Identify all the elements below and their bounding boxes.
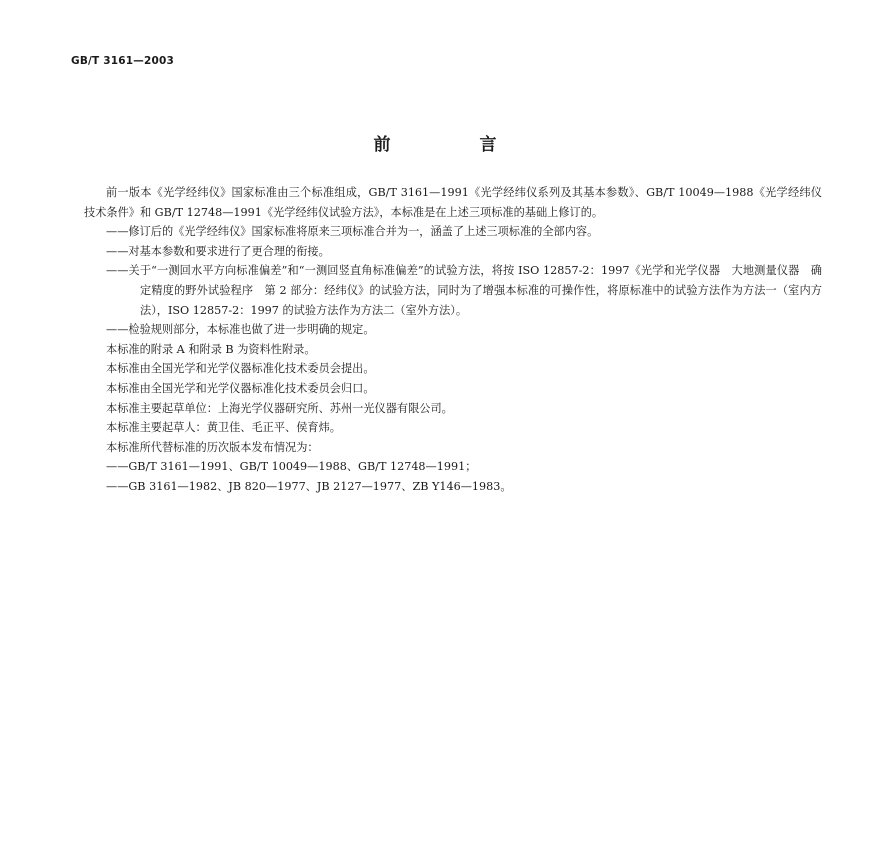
paragraph-history-heading: 本标准所代替标准的历次版本发布情况为： [106,440,319,454]
page-title: 前 言 [373,135,533,155]
list-item-history-1: ——GB/T 3161—1991、GB/T 10049—1988、GB/T 12748—1991； [106,460,477,474]
document-body [84,183,834,497]
list-item-history-2: ——GB 3161—1982、JB 820—1977、JB 2127—1977、ZB Y146—1983。 [106,479,512,493]
paragraph-proposed-by: 本标准由全国光学和光学仪器标准化技术委员会提出。 [106,362,375,376]
paragraph-drafters: 本标准主要起草人：黄卫佳、毛正平、侯育炜。 [106,421,341,435]
paragraph-appendix: 本标准的附录 A 和附录 B 为资料性附录。 [106,342,316,356]
list-item-inspection-rules: ——检验规则部分，本标准也做了进一步明确的规定。 [106,323,375,337]
paragraph-managed-by: 本标准由全国光学和光学仪器标准化技术委员会归口。 [106,381,375,395]
standard-code: GB/T 3161—2003 [71,55,175,67]
paragraph-drafting-units: 本标准主要起草单位：上海光学仪器研究所、苏州一光仪器有限公司。 [106,401,453,415]
list-item-test-method: ——关于“一测回水平方向标准偏差”和“一测回竖直角标准偏差”的试验方法，将按 ISO 12857-2：1997《光学和光学仪器 大地测量仪器 确定精度的野外试验程序 第 2 部分：经纬仪》的试验方法，同时为了增强本标准的可操作性，将原标准中的试验方法作为方法一（室内方法），ISO 12857-2：1997 的试验方法作为方法二（室外方法）。 [106,264,822,317]
list-item-merge: ——修订后的《光学经纬仪》国家标准将原来三项标准合并为一，涵盖了上述三项标准的全部内容。 [106,225,599,239]
list-item-parameters: ——对基本参数和要求进行了更合理的衔接。 [106,244,330,258]
paragraph-intro: 前一版本《光学经纬仪》国家标准由三个标准组成，GB/T 3161—1991《光学经纬仪系列及其基本参数》、GB/T 10049—1988《光学经纬仪 技术条件》和 GB/T 12748—1991《光学经纬仪试验方法》，本标准是在上述三项标准的基础上修订的。 [84,186,834,219]
